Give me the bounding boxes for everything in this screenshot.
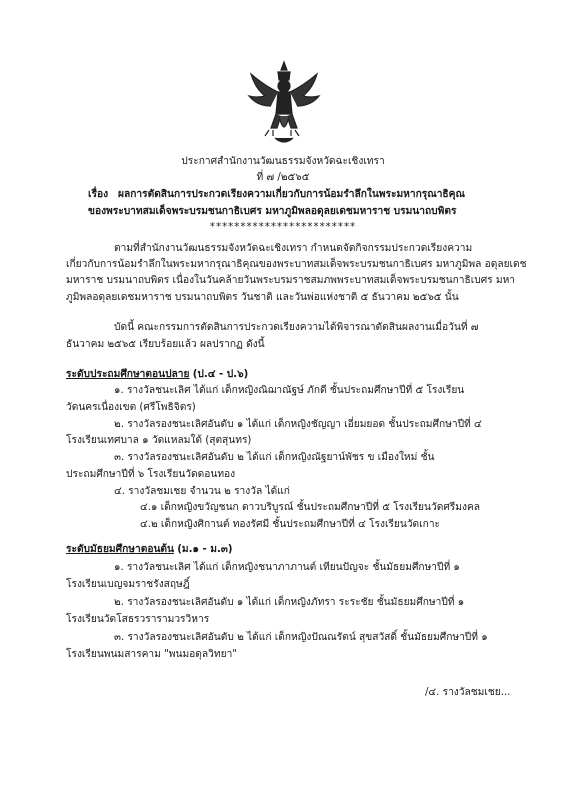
result-line-2: ธันวาคม ๒๕๖๕ เรียบร้อยแล้ว ผลปรากฏ ดังนี้ [66,339,265,350]
secondary-line-4: โรงเรียนวัดโสธรวรารามวรวิหาร [66,614,210,625]
subject-line-2: ของพระบาทสมเด็จพระบรมชนกาธิเบศร มหาภูมิพลอดุลยเดชมหาราช บรมนาถบพิตร [88,206,457,217]
subject-line-1: ผลการตัดสินการประกวดเรียงความเกี่ยวกับการน้อมรำลึกในพระมหากรุณาธิคุณ [118,189,465,200]
primary-line-2: วัดนครเนื่องเขต (ศรีโพธิจิตร) [66,402,196,413]
secondary-grade-range: (ม.๑ - ม.๓) [177,544,233,555]
secondary-line-1: ๑. รางวัลชนะเลิศ ได้แก่ เด็กหญิงชนาภาภานต์ เทียนปัญจะ ชั้นมัธยมศึกษาปีที่ ๑ [114,562,460,573]
primary-line-6: ประถมศึกษาปีที่ ๖ โรงเรียนวัดดอนทอง [66,469,236,480]
secondary-line-6: โรงเรียนพนมสารคาม "พนมอดุลวิทยา" [66,649,237,660]
separator-stars: ************************ [209,222,357,233]
subject-label: เรื่อง [88,189,109,200]
intro-line-3: มหาราช บรมนาถบพิตร เนื่องในวันคล้ายวันพระบรมราชสมภพพระบาทสมเด็จพระบรมชนกาธิเบศร มหา [66,275,516,286]
primary-line-8: ๔.๑ เด็กหญิงขวัญชนก ดาวบริบูรณ์ ชั้นประถมศึกษาปีที่ ๕ โรงเรียนวัดศรีมงคล [140,502,481,513]
continued-marker: /๔. รางวัลชมเชย... [425,687,511,698]
primary-line-4: โรงเรียนเทศบาล ๑ วัดแหลมใต้ (สุตสุนทร) [66,435,252,446]
office-title: ประกาศสำนักงานวัฒนธรรมจังหวัดฉะเชิงเทรา [181,156,385,167]
primary-heading-text: ระดับประถมศึกษาตอนปลาย [66,369,190,380]
intro-line-2: เกี่ยวกับการน้อมรำลึกในพระมหากรุณาธิคุณของพระบาทสมเด็จพระบรมชนกาธิเบศร มหาภูมิพล อดุลยเดช [66,259,527,270]
primary-line-5: ๓. รางวัลรองชนะเลิศอันดับ ๒ ได้แก่ เด็กหญิงณัฐยาน์พัชร ข เมืองใหม่ ชั้น [114,452,435,463]
secondary-section-heading [66,543,233,557]
result-line-1: บัดนี้ คณะกรรมการตัดสินการประกวดเรียงความได้พิจารณาตัดสินผลงานเมื่อวันที่ ๗ [114,322,479,333]
intro-line-1: ตามที่สำนักงานวัฒนธรรมจังหวัดฉะเชิงเทรา กำหนดจัดกิจกรรมประกวดเรียงความ [114,243,473,254]
document-number: ที่ ๗ /๒๕๖๕ [256,172,310,183]
secondary-line-3: ๒. รางวัลรองชนะเลิศอันดับ ๑ ได้แก่ เด็กหญิงภัทรา ระระชัย ชั้นมัธยมศึกษาปีที่ ๑ [114,597,465,608]
primary-line-3: ๒. รางวัลรองชนะเลิศอันดับ ๑ ได้แก่ เด็กหญิงชัญญา เอี่ยมยอด ชั้นประถมศึกษาปีที่ ๔ [114,419,482,430]
primary-line-7: ๔. รางวัลชมเชย จำนวน ๒ รางวัล ได้แก่ [114,486,290,497]
secondary-line-2: โรงเรียนเบญจมราชรังสฤษฎิ์ [66,579,190,590]
garuda-emblem-icon [245,58,323,148]
secondary-heading-text: ระดับมัธยมศึกษาตอนต้น [66,544,174,555]
primary-section-heading [66,368,248,382]
primary-grade-range: (ป.๔ - ป.๖) [192,369,249,380]
primary-line-1: ๑. รางวัลชนะเลิศ ได้แก่ เด็กหญิงณิฌาณัฐษ์ ภักดี ชั้นประถมศึกษาปีที่ ๕ โรงเรียน [114,385,465,396]
secondary-line-5: ๓. รางวัลรองชนะเลิศอันดับ ๒ ได้แก่ เด็กหญิงปัณณรัตน์ สุขสวัสดิ์ ชั้นมัธยมศึกษาปีที่ ๑ [114,632,488,643]
primary-line-9: ๔.๒ เด็กหญิงศิกานต์ ทองรัศมี ชั้นประถมศึกษาปีที่ ๔ โรงเรียนวัดเกาะ [140,519,441,530]
intro-line-4: ภูมิพลอดุลยเดชมหาราช บรมนาถบพิตร วันชาติ และวันพ่อแห่งชาติ ๕ ธันวาคม ๒๕๖๕ นั้น [66,292,459,303]
